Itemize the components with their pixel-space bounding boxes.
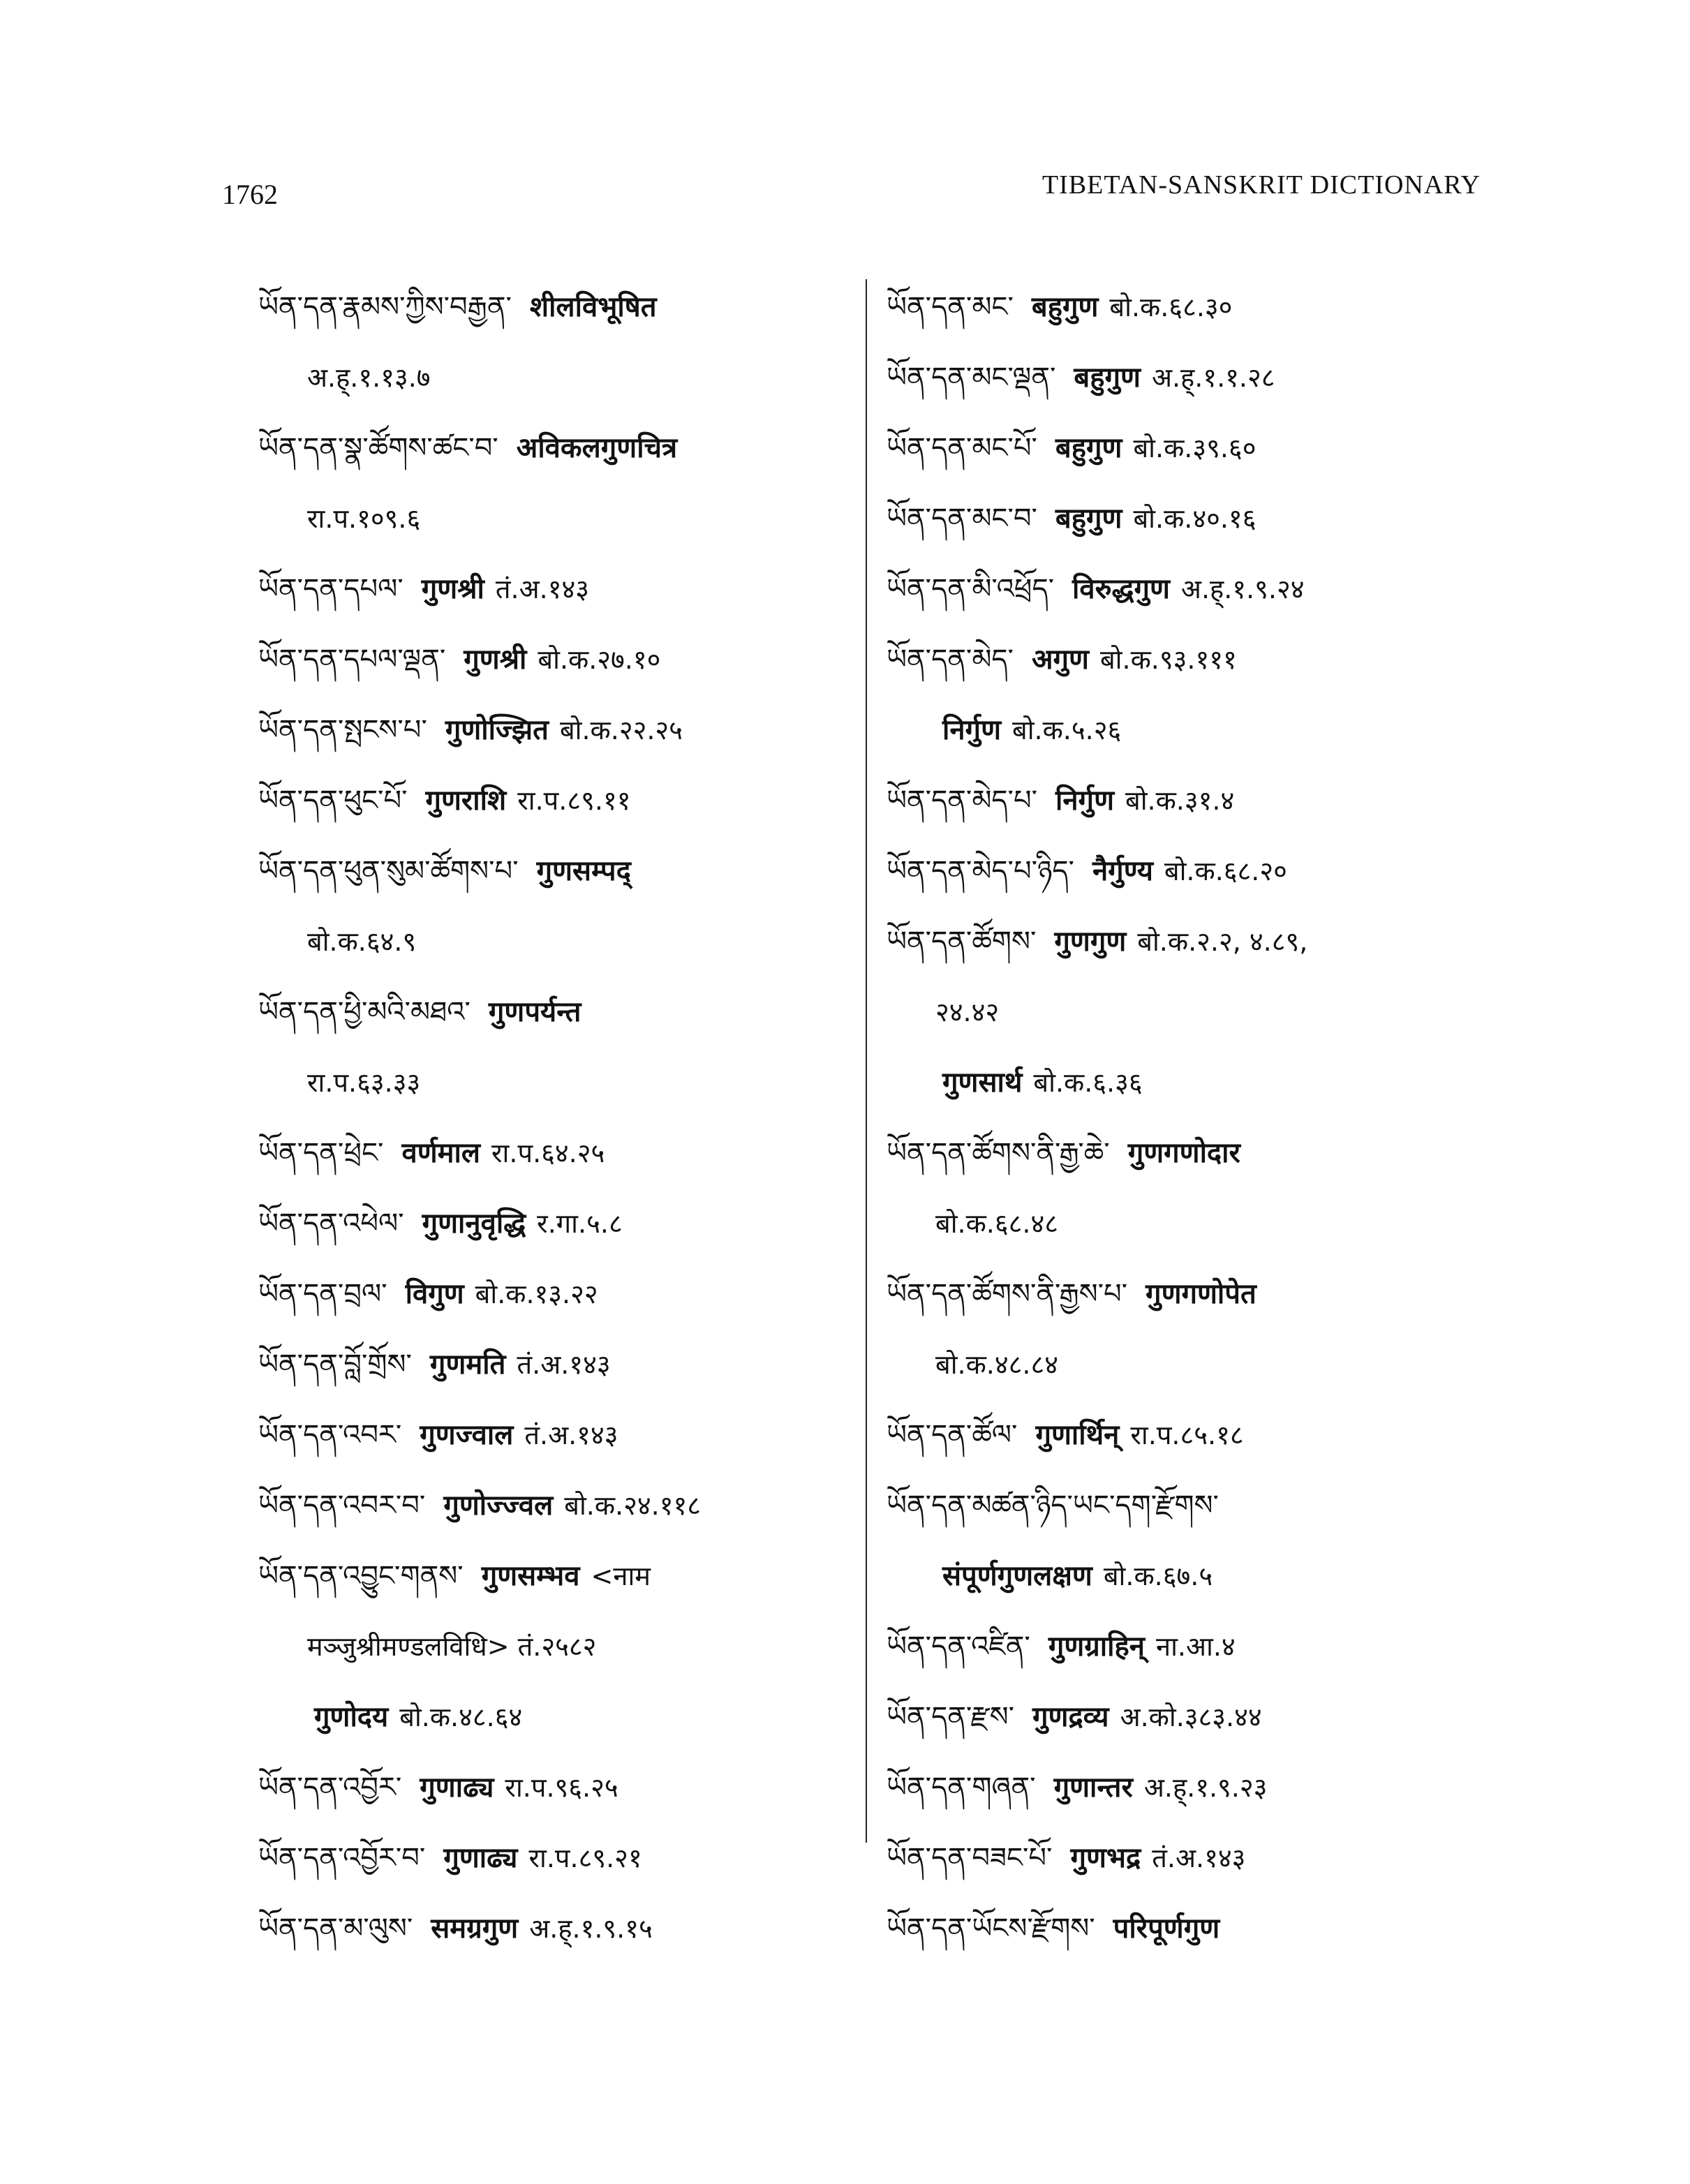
source-reference: रा.प.८९.२१ — [528, 1843, 642, 1873]
sanskrit-equivalent: गुणाढ्य — [443, 1842, 518, 1874]
source-reference: र.गा.५.८ — [537, 1208, 623, 1239]
entry-line — [887, 1048, 1515, 1118]
tibetan-headword: ཡོན་དན་འབྱོར་བ་ — [258, 1842, 426, 1874]
entry-line — [258, 1682, 852, 1753]
source-reference: बो.क.४८.६४ — [399, 1702, 523, 1732]
sanskrit-equivalent: गुणपर्यन्त — [488, 996, 581, 1028]
tibetan-headword: ཡོན་དན་ཚོགས་ནི་རྒྱ་ཆེ་ — [887, 1137, 1110, 1169]
entry-line — [258, 1541, 852, 1612]
source-reference: अ.ह्.१.९.२३ — [1143, 1772, 1268, 1803]
sanskrit-equivalent: गुणसम्पद् — [536, 855, 631, 887]
sanskrit-equivalent: गुणगणोपेत — [1146, 1278, 1257, 1310]
entry-line — [258, 1259, 852, 1330]
source-reference: बो.क.४०.१६ — [1133, 503, 1257, 534]
tibetan-headword: ཡོན་དན་འཕེལ་ — [258, 1208, 404, 1240]
tibetan-headword: ཡོན་དན་མང་བ་ — [887, 503, 1037, 535]
tibetan-headword: ཡོན་དན་འབར་ — [258, 1419, 402, 1451]
sanskrit-equivalent: गुणराशि — [425, 785, 507, 817]
source-reference: बो.क.१३.२२ — [475, 1279, 598, 1309]
entry-line — [887, 977, 1515, 1048]
entry-line — [887, 413, 1515, 484]
page-header — [0, 0, 1690, 237]
entry-line — [887, 554, 1515, 625]
tibetan-headword: ཡོན་དན་མེད་ — [887, 644, 1014, 676]
running-title: TIBETAN-SANSKRIT DICTIONARY — [1042, 170, 1481, 200]
tibetan-headword: ཡོན་དན་འཛིན་ — [887, 1630, 1030, 1663]
entry-line — [887, 1823, 1515, 1894]
tibetan-headword: ཡོན་དན་མེད་པ་ཉིད་ — [887, 855, 1074, 887]
sanskrit-equivalent: गुणोदय — [314, 1701, 389, 1733]
source-reference: बो.क.६८.४८ — [935, 1208, 1059, 1239]
sanskrit-equivalent: गुणोज्ज्वल — [443, 1490, 554, 1522]
source-reference: रा.प.९६.२५ — [505, 1772, 618, 1803]
entry-line — [258, 1471, 852, 1541]
source-reference: बो.क.६८.३० — [1109, 292, 1233, 322]
source-reference: बो.क.६४.९ — [307, 926, 417, 957]
sanskrit-equivalent: बहुगुण — [1055, 432, 1122, 464]
entry-line — [258, 977, 852, 1048]
sanskrit-equivalent: गुणसार्थ — [942, 1067, 1023, 1099]
entry-line — [887, 695, 1515, 766]
entry-line — [258, 272, 852, 343]
source-reference: तं.अ.१४३ — [495, 574, 590, 604]
entry-line — [887, 1682, 1515, 1753]
tibetan-headword: ཡོན་དན་ཕྲེང་ — [258, 1137, 384, 1169]
sanskrit-equivalent: निर्गुण — [1055, 785, 1114, 817]
source-reference: मञ्जुश्रीमण्डलविधि> तं.२५८२ — [307, 1631, 597, 1662]
tibetan-headword: ཡོན་དན་ཕུན་སུམ་ཚོགས་པ་ — [258, 855, 519, 887]
source-reference: बो.क.९३.१११ — [1099, 644, 1237, 675]
column-divider — [866, 279, 867, 1843]
sanskrit-equivalent: विरुद्धगुण — [1072, 573, 1170, 605]
source-reference: बो.क.६.३६ — [1033, 1067, 1143, 1098]
entry-line — [258, 766, 852, 836]
sanskrit-equivalent: अविकलगुणचित्र — [516, 432, 678, 464]
entry-line — [258, 836, 852, 907]
sanskrit-equivalent: गुणगणोदार — [1127, 1137, 1240, 1169]
entry-line — [887, 1118, 1515, 1189]
entry-line — [887, 1541, 1515, 1612]
sanskrit-equivalent: गुणगुण — [1054, 926, 1127, 958]
tibetan-headword: ཡོན་དན་རྣམས་ཀྱིས་བརྒྱན་ — [258, 291, 512, 323]
source-reference: अ.ह्.१.९.२४ — [1180, 574, 1305, 604]
sanskrit-equivalent: शीलविभूषित — [529, 291, 657, 323]
source-reference: २४.४२ — [935, 997, 1000, 1027]
tibetan-headword: ཡོན་དན་བྲལ་ — [258, 1278, 387, 1310]
sanskrit-equivalent: बहुगुण — [1031, 291, 1099, 323]
entry-line — [887, 625, 1515, 695]
source-reference: रा.प.१०९.६ — [307, 503, 421, 534]
entry-line — [887, 1259, 1515, 1330]
page-number: 1762 — [222, 179, 278, 210]
tibetan-headword: ཡོན་དན་མང་ལྡན་ — [887, 362, 1056, 394]
sanskrit-equivalent: निर्गुण — [942, 714, 1001, 746]
tibetan-headword: ཡོན་དན་བློ་གྲོས་ — [258, 1349, 412, 1381]
entry-line — [258, 1823, 852, 1894]
source-reference: बो.क.२७.१० — [538, 644, 661, 675]
entry-line — [258, 1400, 852, 1471]
left-column — [258, 272, 852, 1964]
entry-line — [258, 1189, 852, 1259]
source-reference: अ.ह्.१.१३.७ — [307, 362, 431, 393]
right-column — [887, 272, 1515, 1964]
source-reference: अ.ह्.१.१.२८ — [1151, 362, 1275, 393]
tibetan-headword: ཡོན་དན་འབྱོར་ — [258, 1771, 402, 1804]
sanskrit-equivalent: नैर्गुण्य — [1092, 855, 1153, 887]
tibetan-headword: ཡོན་དན་མི་འཕྲོད་ — [887, 573, 1054, 605]
sanskrit-equivalent: परिपूर्णगुण — [1113, 1912, 1220, 1945]
entry-line — [887, 1612, 1515, 1682]
sanskrit-equivalent: गुणसम्भव — [481, 1560, 580, 1592]
entry-line — [887, 1330, 1515, 1400]
sanskrit-equivalent: गुणग्राहिन् — [1048, 1630, 1145, 1663]
entry-line — [887, 1753, 1515, 1823]
entry-line — [258, 554, 852, 625]
tibetan-headword: ཡོན་དན་ཚོགས་ — [887, 926, 1037, 958]
sanskrit-equivalent: वर्णमाल — [401, 1137, 481, 1169]
source-reference: रा.प.६३.३३ — [307, 1067, 421, 1098]
source-reference: बो.क.६८.२० — [1164, 856, 1287, 886]
entry-line — [887, 1400, 1515, 1471]
entry-line — [258, 1612, 852, 1682]
source-reference: बो.क.३९.६० — [1133, 433, 1257, 463]
entry-line — [887, 343, 1515, 413]
entry-line — [258, 1753, 852, 1823]
source-reference: ना.आ.४ — [1155, 1631, 1236, 1662]
tibetan-headword: ཡོན་དན་ཡོངས་རྫོགས་ — [887, 1912, 1095, 1945]
entry-line — [887, 484, 1515, 554]
tibetan-headword: ཡོན་དན་རྫས་ — [887, 1701, 1014, 1733]
tibetan-headword: ཡོན་དན་མང་ — [887, 291, 1014, 323]
sanskrit-equivalent: गुणज्वाल — [420, 1419, 514, 1451]
sanskrit-equivalent: गुणान्तर — [1053, 1771, 1133, 1804]
sanskrit-equivalent: बहुगुण — [1074, 362, 1141, 394]
source-reference: अ.ह्.१.९.१५ — [529, 1913, 653, 1944]
sanskrit-equivalent: गुणार्थिन् — [1035, 1419, 1120, 1451]
entry-line — [258, 907, 852, 977]
sanskrit-equivalent: गुणश्री — [421, 573, 484, 605]
sanskrit-equivalent: गुणभद्र — [1070, 1842, 1141, 1874]
source-reference: बो.क.२२.२५ — [559, 715, 683, 745]
tibetan-headword: ཡོན་དན་སྣ་ཚོགས་ཚང་བ་ — [258, 432, 498, 464]
entry-line — [887, 766, 1515, 836]
source-reference: <नाम — [591, 1561, 651, 1591]
source-reference: रा.प.८९.११ — [517, 785, 631, 816]
entry-line — [258, 1118, 852, 1189]
sanskrit-equivalent: गुणोज्झित — [445, 714, 549, 746]
source-reference: बो.क.२४.११८ — [564, 1490, 702, 1521]
source-reference: बो.क.३१.४ — [1125, 785, 1235, 816]
sanskrit-equivalent: बहुगुण — [1055, 503, 1122, 535]
source-reference: तं.अ.१४३ — [517, 1349, 611, 1380]
entry-line — [887, 1189, 1515, 1259]
sanskrit-equivalent: गुणाढ्य — [420, 1771, 494, 1804]
entry-line — [258, 695, 852, 766]
entry-line — [887, 272, 1515, 343]
tibetan-headword: ཡོན་དན་ཕྱི་མའི་མཐའ་ — [258, 996, 470, 1028]
tibetan-headword: ཡོན་དན་ཚོལ་ — [887, 1419, 1018, 1451]
tibetan-headword: ཡོན་དན་མ་ལུས་ — [258, 1912, 413, 1945]
entry-line — [887, 836, 1515, 907]
source-reference: अ.को.३८३.४४ — [1120, 1702, 1262, 1732]
sanskrit-equivalent: संपूर्णगुणलक्षण — [942, 1560, 1092, 1592]
tibetan-headword: ཡོན་དན་ཚོགས་ནི་རྒྱས་པ་ — [887, 1278, 1128, 1310]
sanskrit-equivalent: गुणमति — [429, 1349, 506, 1381]
entry-line — [258, 1330, 852, 1400]
entry-line — [258, 343, 852, 413]
tibetan-headword: ཡོན་དན་དཔལ་ལྡན་ — [258, 644, 446, 676]
tibetan-headword: ཡོན་དན་མང་པོ་ — [887, 432, 1037, 464]
tibetan-headword: ཡོན་དན་མེད་པ་ — [887, 785, 1037, 817]
sanskrit-equivalent: विगुण — [405, 1278, 464, 1310]
sanskrit-equivalent: गुणश्री — [464, 644, 527, 676]
sanskrit-equivalent: अगुण — [1031, 644, 1089, 676]
tibetan-headword: ཡོན་དན་གཞན་ — [887, 1771, 1036, 1804]
source-reference: तं.अ.१४३ — [524, 1420, 618, 1450]
tibetan-headword: ཡོན་དན་སྤངས་པ་ — [258, 714, 427, 746]
source-reference: तं.अ.१४३ — [1152, 1843, 1246, 1873]
source-reference: बो.क.५.२६ — [1012, 715, 1122, 745]
tibetan-headword: ཡོན་དན་འབྱུང་གནས་ — [258, 1560, 464, 1592]
sanskrit-equivalent: गुणानुवृद्धि — [422, 1208, 526, 1240]
entry-line — [258, 1048, 852, 1118]
entry-line — [887, 907, 1515, 977]
entry-line — [887, 1894, 1515, 1964]
source-reference: रा.प.६४.२५ — [491, 1138, 605, 1168]
tibetan-headword: ཡོན་དན་དཔལ་ — [258, 573, 403, 605]
entry-line — [258, 413, 852, 484]
source-reference: बो.क.२.२, ४.८९, — [1137, 926, 1308, 957]
tibetan-headword: ཡོན་དན་མཚན་ཉིད་ཡང་དག་རྫོགས་ — [887, 1490, 1219, 1522]
tibetan-headword: ཡོན་དན་བཟང་པོ་ — [887, 1842, 1053, 1874]
sanskrit-equivalent: समग्रगुण — [431, 1912, 519, 1945]
entry-line — [258, 1894, 852, 1964]
entry-line — [258, 484, 852, 554]
tibetan-headword: ཡོན་དན་ཕུང་པོ་ — [258, 785, 408, 817]
source-reference: बो.क.४८.८४ — [935, 1349, 1059, 1380]
source-reference: रा.प.८५.१८ — [1130, 1420, 1244, 1450]
tibetan-headword: ཡོན་དན་འབར་བ་ — [258, 1490, 426, 1522]
source-reference: बो.क.६७.५ — [1103, 1561, 1213, 1591]
entry-line — [258, 625, 852, 695]
sanskrit-equivalent: गुणद्रव्य — [1032, 1701, 1109, 1733]
entry-line — [887, 1471, 1515, 1541]
